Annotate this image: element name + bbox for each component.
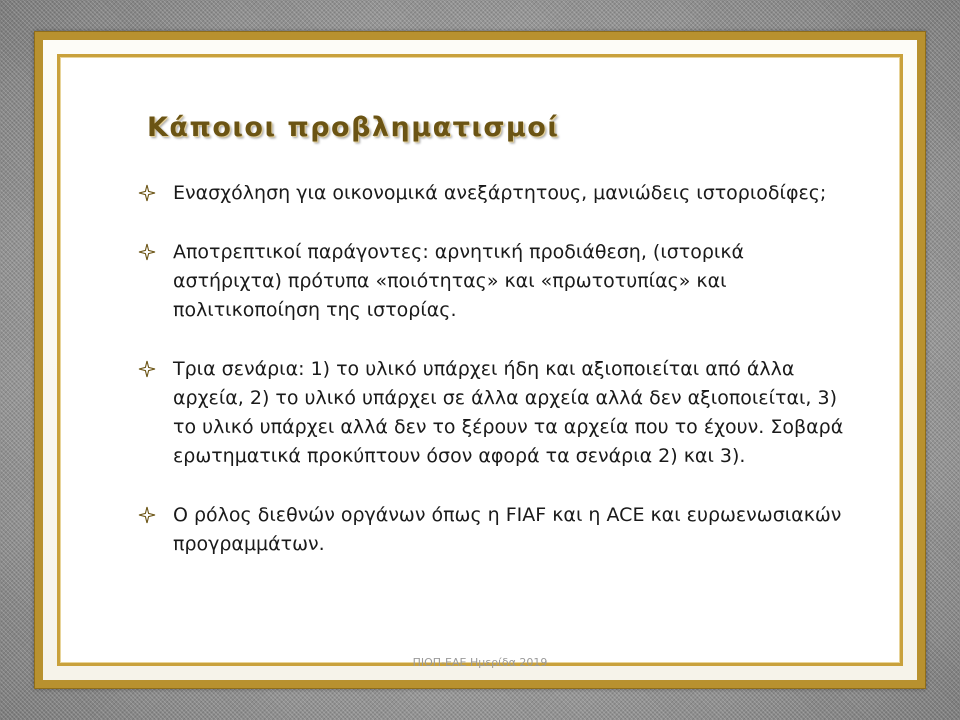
slide-footer: ΠΙΟΠ-ΕΑΕ Ημερίδα 2019: [412, 656, 548, 669]
bullet-item: [133, 501, 853, 559]
bullet-item: [133, 355, 853, 471]
slide-title: Κάποιοι προβληματισμοί: [147, 112, 560, 143]
four-point-star-outline-icon: [138, 243, 156, 261]
four-point-star-outline-icon: [138, 506, 156, 524]
slide-frame: [34, 31, 926, 689]
bullet-item: [133, 238, 853, 325]
bullet-text: Ενασχόληση για οικονομικά ανεξάρτητους, μανιώδεις ιστοριοδίφες;: [173, 182, 827, 204]
bullet-list: [133, 179, 853, 589]
slide-content-area: [57, 54, 903, 669]
bullet-text: Ο ρόλος διεθνών οργάνων όπως η FIAF και η ACE και ευρωενωσιακών προγραμμάτων.: [173, 504, 842, 555]
bullet-item: [133, 179, 853, 208]
slide-mat: [43, 40, 917, 680]
bullet-text: Τρια σενάρια: 1) το υλικό υπάρχει ήδη και αξιοποιείται από άλλα αρχεία, 2) το υλικό υπάρχει σε άλλα αρχεία αλλά δεν αξιοποιείται, 3) το υλικό υπάρχει αλλά δεν το ξέρουν τα αρχεία που το έχουν. Σοβαρά ερωτηματικά προκύπτουν όσον αφορά τα σενάρια 2) και 3).: [173, 358, 844, 467]
four-point-star-outline-icon: [138, 184, 156, 202]
four-point-star-outline-icon: [138, 360, 156, 378]
bullet-text: Αποτρεπτικοί παράγοντες: αρνητική προδιάθεση, (ιστορικά αστήριχτα) πρότυπα «ποιότητας» και «πρωτοτυπίας» και πολιτικοποίηση της ιστορίας.: [173, 241, 745, 321]
